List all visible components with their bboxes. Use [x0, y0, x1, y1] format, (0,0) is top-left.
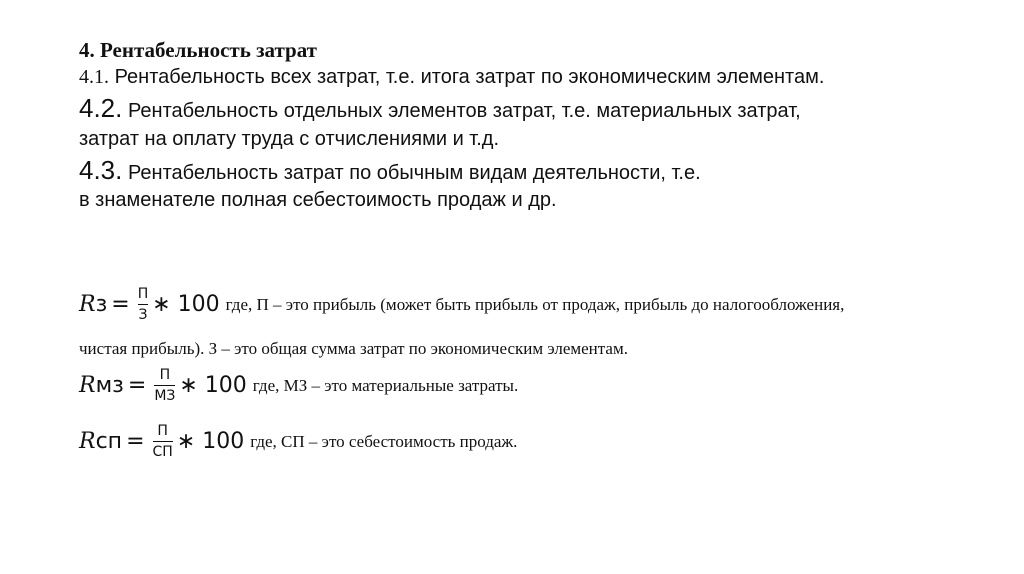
formula-symbol: R	[79, 429, 96, 454]
denominator: МЗ	[154, 388, 176, 404]
item-text: Рентабельность отдельных элементов затрат, т.е. материальных затрат,	[127, 100, 801, 122]
fraction	[154, 367, 175, 404]
equals-sign: =	[126, 429, 145, 454]
denominator: СП	[152, 444, 173, 460]
numerator: П	[157, 423, 168, 439]
formula-subscript: мз	[95, 373, 124, 398]
formula-symbol: R	[79, 292, 96, 317]
item-text: Рентабельность всех затрат, т.е. итога затрат по экономическим элементам.	[114, 66, 825, 88]
formula-rmz	[79, 367, 518, 404]
fraction-bar	[154, 385, 175, 386]
multiplier: ∗ 100	[179, 373, 247, 398]
item-number: 4.2.	[79, 93, 123, 123]
item-4-2-continued: затрат на оплату труда с отчислениями и т.д.	[79, 128, 500, 150]
item-4-1	[79, 66, 824, 89]
formula-description: где, СП – это себестоимость продаж.	[250, 431, 518, 451]
multiplier: ∗ 100	[176, 429, 245, 454]
section-heading: 4. Рентабельность затрат	[79, 38, 317, 62]
formula-description: где, МЗ – это материальные затраты.	[252, 375, 519, 395]
formula-description: где, П – это прибыль (может быть прибыль от продаж, прибыль до налогообложения,	[225, 294, 845, 314]
equals-sign: =	[111, 292, 130, 317]
formula-symbol: R	[79, 373, 96, 398]
fraction-bar	[138, 304, 149, 305]
numerator: П	[159, 367, 171, 383]
fraction-bar	[153, 441, 173, 442]
item-4-3	[79, 155, 701, 186]
fraction	[138, 286, 149, 323]
item-4-2	[79, 93, 801, 124]
formula-subscript: сп	[95, 429, 123, 454]
equals-sign: =	[127, 373, 147, 398]
denominator: З	[138, 307, 148, 323]
numerator: П	[137, 286, 149, 302]
formula-subscript: з	[95, 292, 108, 317]
fraction	[153, 423, 173, 460]
item-number: 4.1.	[79, 66, 109, 88]
multiplier: ∗ 100	[152, 292, 220, 317]
item-text: Рентабельность затрат по обычным видам деятельности, т.е.	[127, 162, 701, 184]
item-4-3-continued: в знаменателе полная себестоимость продаж и др.	[79, 189, 557, 211]
item-number: 4.3.	[79, 155, 123, 185]
formula-rsp	[79, 423, 517, 460]
formula-rz	[79, 286, 844, 323]
formula-description-continued: чистая прибыль). З – это общая сумма затрат по экономическим элементам.	[79, 339, 628, 358]
